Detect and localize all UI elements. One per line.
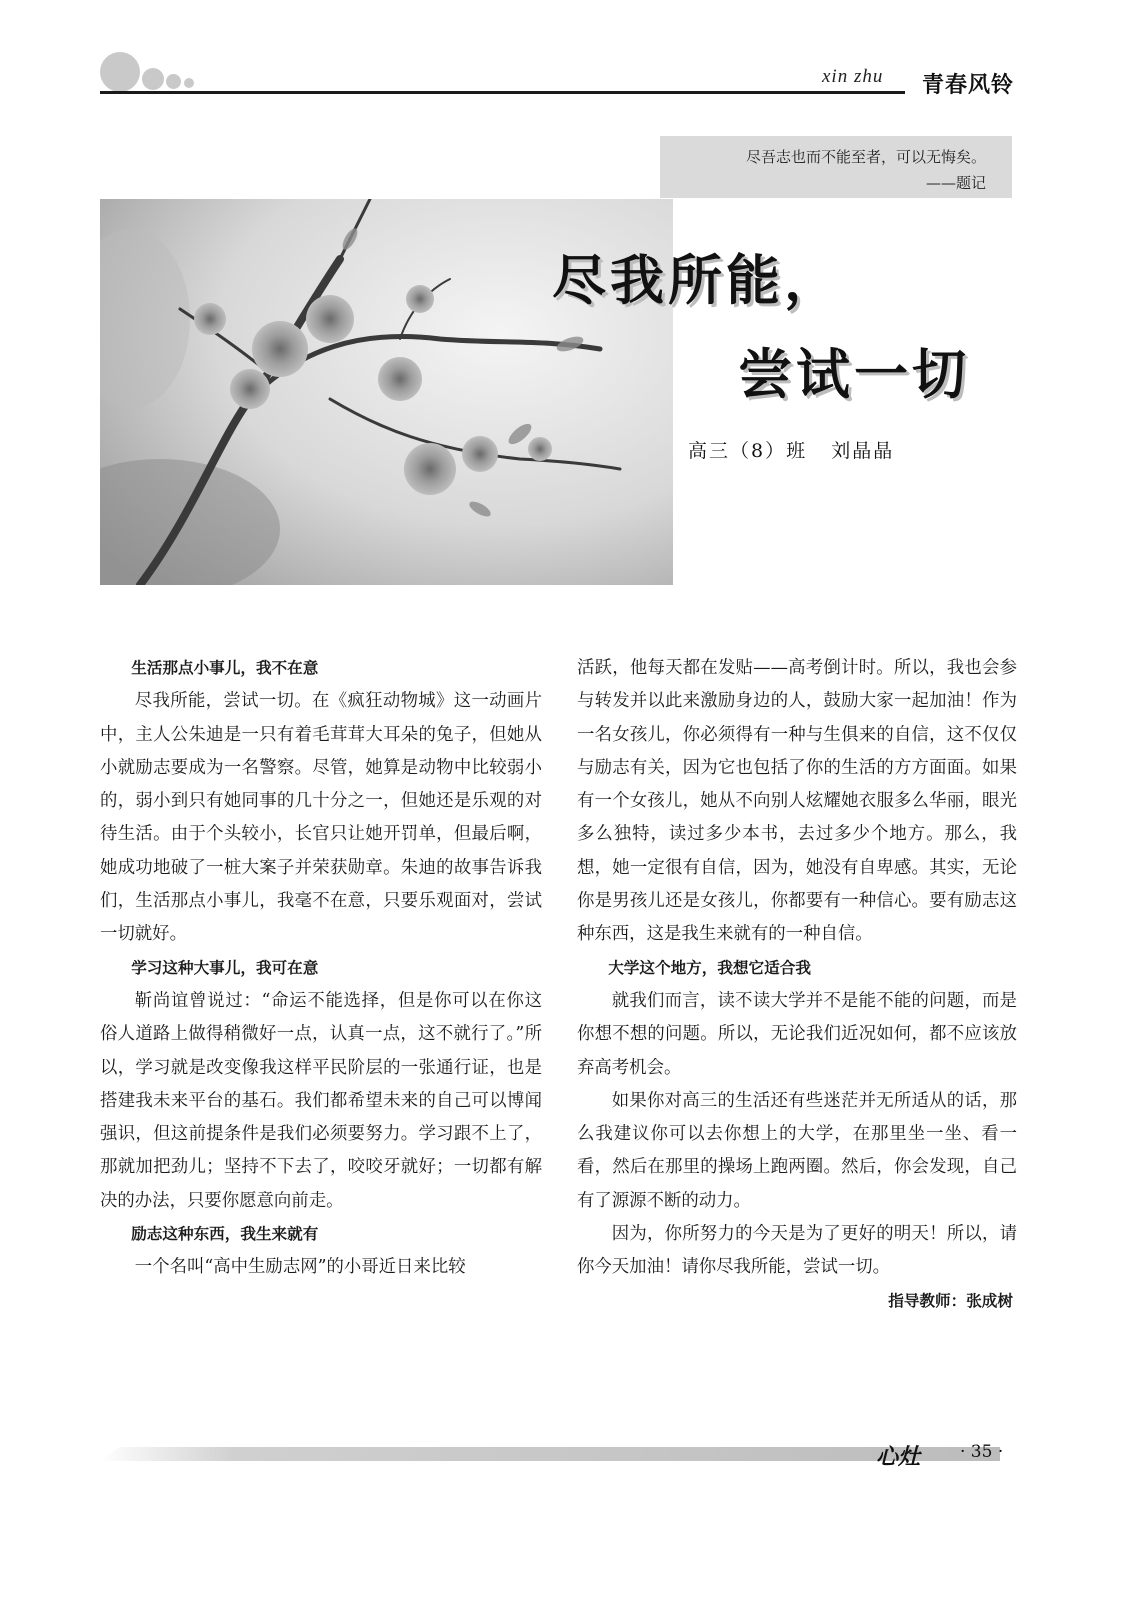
article-title-line2: 尝试一切: [738, 342, 970, 406]
page-number: · 35 ·: [960, 1442, 1004, 1462]
article-title-line1: 尽我所能，: [552, 248, 842, 312]
article-author: 高三（8）班 刘晶晶: [688, 440, 895, 462]
paragraph-continued: 活跃，他每天都在发贴——高考倒计时。所以，我也会参与转发并以此来激励身边的人，鼓励大家一起加油！作为一名女孩儿，你必须得有一种与生俱来的自信，这不仅仅与励志有关，因为它也包括了你的生活的方方面面。如果有一个女孩儿，她从不向别人炫耀她衣服多么华丽，眼光多么独特，读过多少本书，去过多少个地方。那么，我想，她一定很有自信，因为，她没有自卑感。其实，无论你是男孩儿还是女孩儿，你都要有一种信心。要有励志这种东西，这是我生来就有的一种自信。: [577, 658, 1017, 945]
header-decoration-circles: [100, 52, 220, 96]
header-pinyin: xin zhu: [822, 66, 884, 87]
paragraph: 因为，你所努力的今天是为了更好的明天！所以，请你今天加油！请你尽我所能，尝试一切。: [577, 1224, 1017, 1278]
epigraph-quote: 尽吾志也而不能至者，可以无悔矣。: [745, 148, 986, 166]
paragraph: 一个名叫“高中生励志网”的小哥近日来比较: [134, 1257, 466, 1278]
footer-band: [100, 1446, 1000, 1460]
section-heading: 生活那点小事儿，我不在意: [131, 659, 319, 677]
paragraph: 如果你对高三的生活还有些迷茫并无所适从的话，那么我建议你可以去你想上的大学，在那里坐一坐、看一看，然后在那里的操场上跑两圈。然后，你会发现，自己有了源源不断的动力。: [577, 1090, 1017, 1211]
epigraph-source: ——题记: [925, 174, 986, 192]
left-column: [100, 652, 542, 1285]
header-rule: [100, 91, 905, 94]
paragraph: 就我们而言，读不读大学并不是能不能的问题，而是你想不想的问题。所以，无论我们近况如何，都不应该放弃高考机会。: [577, 990, 1017, 1078]
advisor-credit: 指导教师：张成树: [888, 1291, 1013, 1310]
section-heading: 励志这种东西，我生来就有: [131, 1225, 319, 1244]
section-heading: 大学这个地方，我想它适合我: [608, 958, 811, 977]
paragraph: 尽我所能，尝试一切。在《疯狂动物城》这一动画片中，主人公朱迪是一只有着毛茸茸大耳朵的兔子，但她从小就励志要成为一名警察。尽管，她算是动物中比较弱小的，弱小到只有她同事的几十分之一，但她还是乐观的对待生活。由于个头较小，长官只让她开罚单，但最后啊，她成功地破了一桩大案子并荣获勋章。朱迪的故事告诉我们，生活那点小事儿，我毫不在意，只要乐观面对，尝试一切就好。: [100, 691, 542, 945]
section-heading: 学习这种大事儿，我可在意: [131, 958, 319, 977]
paragraph: 靳尚谊曾说过：“命运不能选择，但是你可以在你这俗人道路上做得稍微好一点，认真一点，这不就行了。”所以，学习就是改变像我这样平民阶层的一张通行证，也是搭建我未来平台的基石。我们都希望未来的自己可以博闻强识，但这前提条件是我们必须要努力。学习跟不上了，那就加把劲儿；坚持不下去了，咬咬牙就好；一切都有解决的办法，只要你愿意向前走。: [100, 990, 542, 1211]
right-column: [577, 652, 1017, 1318]
column-name: 青春风铃: [922, 73, 1015, 98]
epigraph-box: [660, 136, 1012, 198]
footer-magazine-name: 心灶: [876, 1444, 921, 1470]
